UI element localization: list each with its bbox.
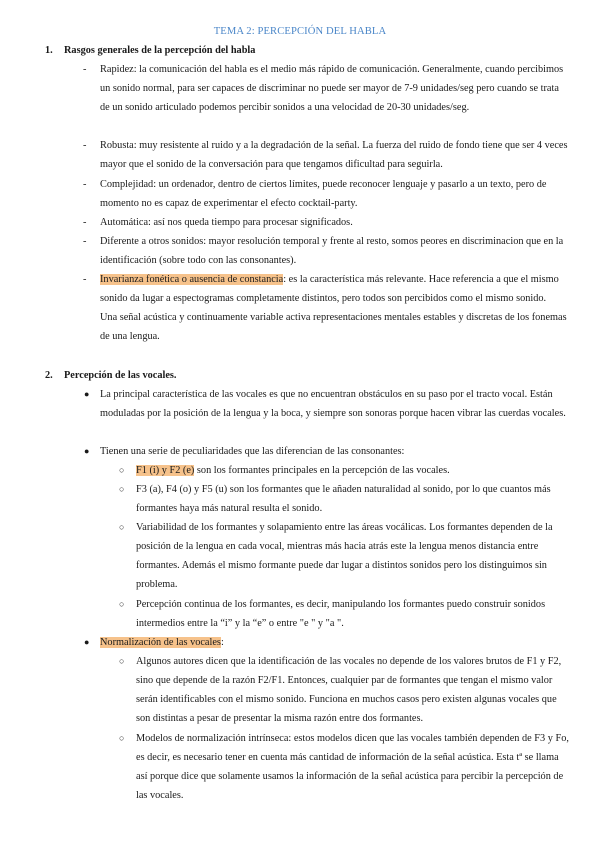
item-text bbox=[100, 274, 559, 304]
bullet-item-3 bbox=[84, 633, 570, 652]
item-paragraph: Una señal acústica y continuamente variable activa representaciones mentales estables y discretas de los fonemas de una lengua. bbox=[100, 312, 567, 343]
sub-item-3 bbox=[119, 518, 572, 594]
bullet-marker: ● bbox=[84, 637, 90, 647]
circle-marker: ○ bbox=[119, 656, 125, 666]
bullet-marker: ● bbox=[84, 389, 90, 399]
circle-marker: ○ bbox=[119, 465, 125, 475]
item-text: Tienen una serie de peculiaridades que las diferencian de las consonantes: bbox=[100, 446, 405, 457]
section-title: Rasgos generales de la percepción del habla bbox=[64, 45, 256, 56]
bullet-marker: ● bbox=[84, 446, 90, 456]
dash-marker: - bbox=[83, 274, 87, 285]
sub-item-4 bbox=[119, 595, 572, 633]
sub-item-6 bbox=[119, 729, 572, 805]
item-text: Automática: así nos queda tiempo para procesar significados. bbox=[100, 217, 353, 228]
item-text bbox=[100, 637, 224, 648]
list-item-invarianza bbox=[83, 270, 570, 346]
highlighted-term: Invarianza fonética o ausencia de constancia bbox=[100, 274, 284, 285]
highlighted-term: Normalización de las vocales bbox=[100, 637, 221, 648]
circle-marker: ○ bbox=[119, 484, 125, 494]
sub-item-5 bbox=[119, 652, 572, 728]
item-text: Robusta: muy resistente al ruido y a la degradación de la señal. La fuerza del ruido de fondo tiene que ser 4 veces mayor que el sonido de la conversación para que tengamos dificultad para seguirla. bbox=[100, 140, 568, 171]
dash-marker: - bbox=[83, 217, 87, 228]
section-number: 2. bbox=[45, 370, 53, 381]
list-item-automatica bbox=[83, 213, 570, 232]
bullet-item-1 bbox=[84, 385, 570, 423]
section-title: Percepción de las vocales. bbox=[64, 370, 177, 381]
item-text: Percepción continua de los formantes, es decir, manipulando los formantes puedo construir sonidos intermedios entre la “i” y la “e” o entre "e " y "a ". bbox=[136, 599, 546, 630]
item-text: Algunos autores dicen que la identificación de las vocales no depende de los valores brutos de F1 y F2, sino que depende de la razón F2/F1. Entonces, cualquier par de formantes que tengan el mismo valor serán identificables con el mismo sonido. Funciona en muchos casos pero existen algunas vocales que son distintas a pesar de presentar la misma razón entre dos formantes. bbox=[136, 656, 562, 725]
bullet-item-2 bbox=[84, 442, 570, 461]
highlighted-term: F1 (i) y F2 (e) bbox=[136, 465, 195, 476]
dash-marker: - bbox=[83, 236, 87, 247]
dash-marker: - bbox=[83, 64, 87, 75]
section-number: 1. bbox=[45, 45, 53, 56]
circle-marker: ○ bbox=[119, 599, 125, 609]
item-text bbox=[136, 465, 450, 476]
page-title: TEMA 2: PERCEPCIÓN DEL HABLA bbox=[213, 26, 387, 37]
item-text: Diferente a otros sonidos: mayor resolución temporal y frente al resto, somos peores en discriminacion que en la identificación (sobre todo con las consonantes). bbox=[100, 236, 564, 267]
sub-item-2 bbox=[119, 480, 572, 518]
item-text-rest: : es la característica más relevante. Hace referencia a que el mismo sonido da lugar a espectogramas completamente distintos, pero todos son percibidos como el mismo sonido. bbox=[100, 274, 559, 305]
item-text: Rapidez: la comunicación del habla es el medio más rápido de comunicación. Generalmente, cuando percibimos un sonido normal, para ser capaces de discriminar no puede ser mayor de 7-9 unidades/seg pero cuando se trata de un sonido articulado podemos percibir sonidos a una velocidad de 20-30 unidades/seg. bbox=[100, 64, 564, 114]
list-item-complejidad bbox=[83, 175, 570, 213]
item-text: Complejidad: un ordenador, dentro de ciertos límites, puede reconocer lenguaje y pasarlo a un texto, pero de momento no es capaz de experimentar el efecto cocktail-party. bbox=[100, 179, 547, 210]
item-text: Modelos de normalización intrínseca: estos modelos dicen que las vocales también dependen de F3 y Fo, es decir, es necesario tener en cuenta más cantidad de información de la señal acústica. Esta tª se llama así porque dice que solamente usamos la información de la señal acústica para percibir la percepción de las vocales. bbox=[136, 733, 569, 802]
dash-marker: - bbox=[83, 179, 87, 190]
dash-marker: - bbox=[83, 140, 87, 151]
item-text: Variabilidad de los formantes y solapamiento entre las áreas vocálicas. Los formantes dependen de la posición de la lengua en cada vocal, mientras más hacia atrás este la lengua menos distancia entre formantes. Además el mismo formante puede dar lugar a distintos sonidos pero los distinguimos sin problema. bbox=[136, 522, 553, 591]
list-item-rapidez bbox=[83, 60, 570, 117]
circle-marker: ○ bbox=[119, 733, 125, 743]
list-item-diferente bbox=[83, 232, 570, 270]
item-text-rest: son los formantes principales en la percepción de las vocales. bbox=[194, 465, 450, 476]
circle-marker: ○ bbox=[119, 522, 125, 532]
item-text: F3 (a), F4 (o) y F5 (u) son los formantes que le añaden naturalidad al sonido, por lo que cuantos más formantes haya más natural resulta el sonido. bbox=[136, 484, 551, 515]
list-item-robusta bbox=[83, 136, 570, 174]
item-text: La principal característica de las vocales es que no encuentran obstáculos en su paso por el tracto vocal. Están moduladas por la posición de la lengua y la boca, y siempre son sonoras porque hacen vibrar las cuerdas vocales. bbox=[100, 389, 566, 420]
sub-item-1 bbox=[119, 461, 572, 480]
item-text-rest: : bbox=[220, 637, 224, 648]
